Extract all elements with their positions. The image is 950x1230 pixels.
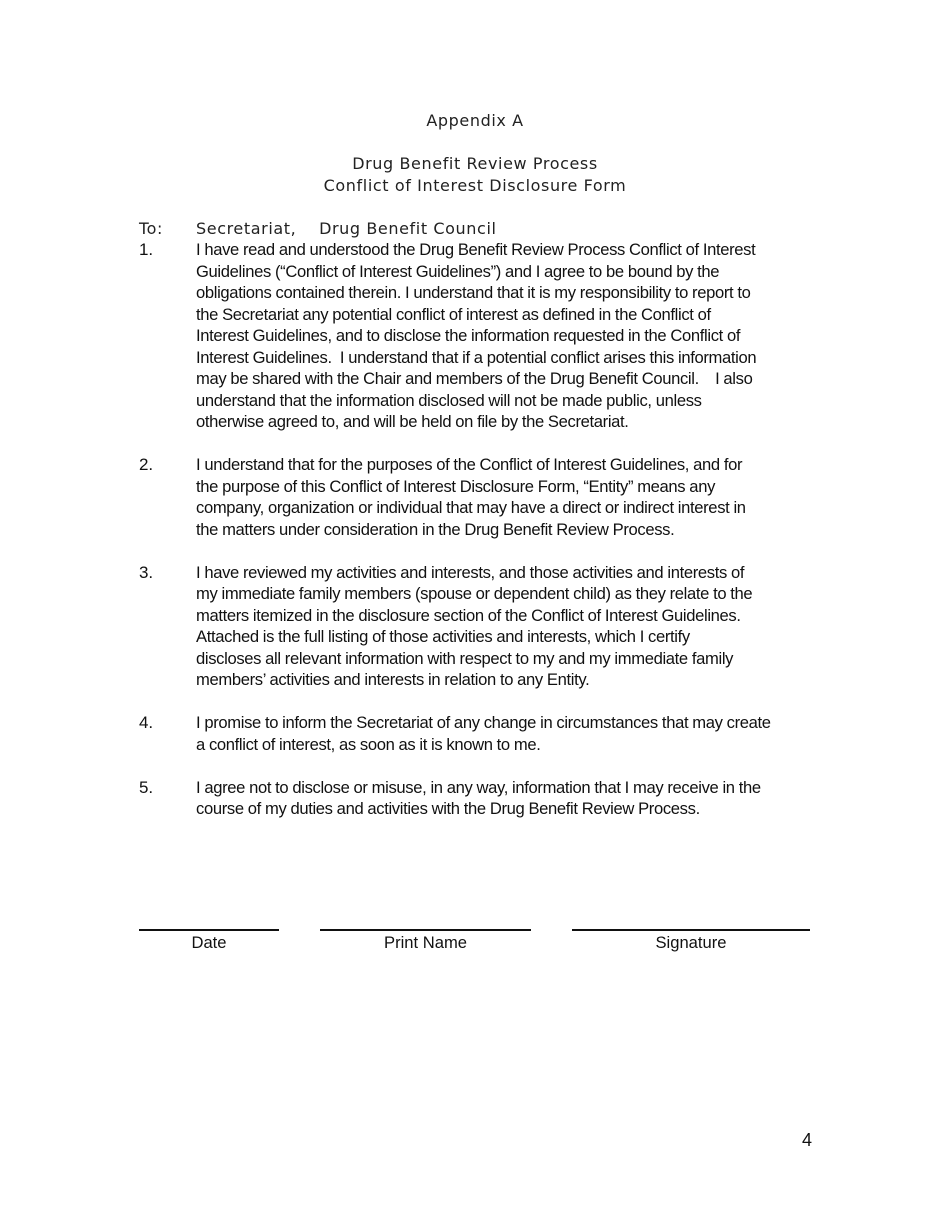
item-text-line: Attached is the full listing of those activities and interests, which I certify (196, 627, 690, 646)
print-name-line (320, 929, 531, 931)
item-text (196, 239, 829, 433)
date-label: Date (191, 933, 227, 952)
item-text-line: I have read and understood the Drug Benefit Review Process Conflict of Interest (196, 240, 756, 259)
form-title-line-1: Drug Benefit Review Process (352, 154, 598, 173)
item-text-line: matters itemized in the disclosure section of the Conflict of Interest Guidelines. (196, 605, 741, 625)
date-line (139, 929, 279, 931)
item-number: 3. (139, 562, 153, 582)
item-text-line: a conflict of interest, as soon as it is known to me. (196, 734, 541, 754)
item-text-line: members’ activities and interests in relation to any Entity. (196, 670, 590, 689)
item-text-line: Interest Guidelines, and to disclose the information requested in the Conflict of (196, 326, 741, 345)
declaration-item (139, 562, 829, 691)
item-text (196, 777, 829, 820)
print-name-label: Print Name (384, 933, 467, 952)
item-number: 5. (139, 777, 153, 797)
declaration-list (139, 239, 829, 841)
declaration-item (139, 454, 829, 540)
item-text-line: otherwise agreed to, and will be held on file by the Secretariat. (196, 412, 629, 431)
item-text-line: obligations contained therein. I understand that it is my responsibility to report to (196, 283, 751, 302)
item-text-line: my immediate family members (spouse or dependent child) as they relate to the (196, 584, 753, 603)
item-text-line: Guidelines (“Conflict of Interest Guidelines”) and I agree to be bound by the (196, 261, 720, 281)
item-number: 4. (139, 713, 153, 732)
item-text-line: company, organization or individual that may have a direct or indirect interest in (196, 498, 746, 517)
item-number: 2. (139, 455, 153, 474)
item-text-line: may be shared with the Chair and members of the Drug Benefit Council. I also (196, 369, 753, 388)
addressee-line (139, 218, 497, 240)
print-name-signature-field (320, 929, 531, 969)
item-text-line: Interest Guidelines. I understand that if a potential conflict arises this information (196, 347, 757, 367)
declaration-item (139, 239, 829, 433)
addressee-label: To: (139, 219, 164, 238)
item-text-line: the matters under consideration in the Drug Benefit Review Process. (196, 519, 675, 539)
item-text (196, 562, 829, 691)
declaration-item (139, 712, 829, 755)
appendix-heading: Appendix A (426, 111, 524, 130)
signature-label: Signature (655, 933, 727, 952)
item-number: 1. (139, 240, 153, 259)
item-text-line: I understand that for the purposes of the Conflict of Interest Guidelines, and for (196, 455, 743, 474)
signature-field (572, 929, 810, 969)
date-signature-field (139, 929, 279, 969)
signature-line (572, 929, 810, 931)
page-number: 4 (801, 1130, 812, 1150)
item-text-line: course of my duties and activities with the Drug Benefit Review Process. (196, 799, 700, 818)
item-text-line: understand that the information disclosed will not be made public, unless (196, 390, 702, 410)
form-title-line-2: Conflict of Interest Disclosure Form (323, 176, 627, 195)
item-text-line: the purpose of this Conflict of Interest Disclosure Form, “Entity” means any (196, 476, 716, 496)
declaration-item (139, 777, 829, 820)
item-text-line: I promise to inform the Secretariat of any change in circumstances that may create (196, 713, 771, 732)
item-text-line: I agree not to disclose or misuse, in any way, information that I may receive in the (196, 777, 761, 797)
item-text-line: I have reviewed my activities and interests, and those activities and interests of (196, 562, 745, 582)
item-text (196, 454, 829, 540)
addressee-value: Secretariat, Drug Benefit Council (196, 219, 497, 238)
item-text-line: the Secretariat any potential conflict of interest as defined in the Conflict of (196, 304, 711, 324)
item-text-line: discloses all relevant information with respect to my and my immediate family (196, 648, 734, 668)
item-text (196, 712, 829, 755)
